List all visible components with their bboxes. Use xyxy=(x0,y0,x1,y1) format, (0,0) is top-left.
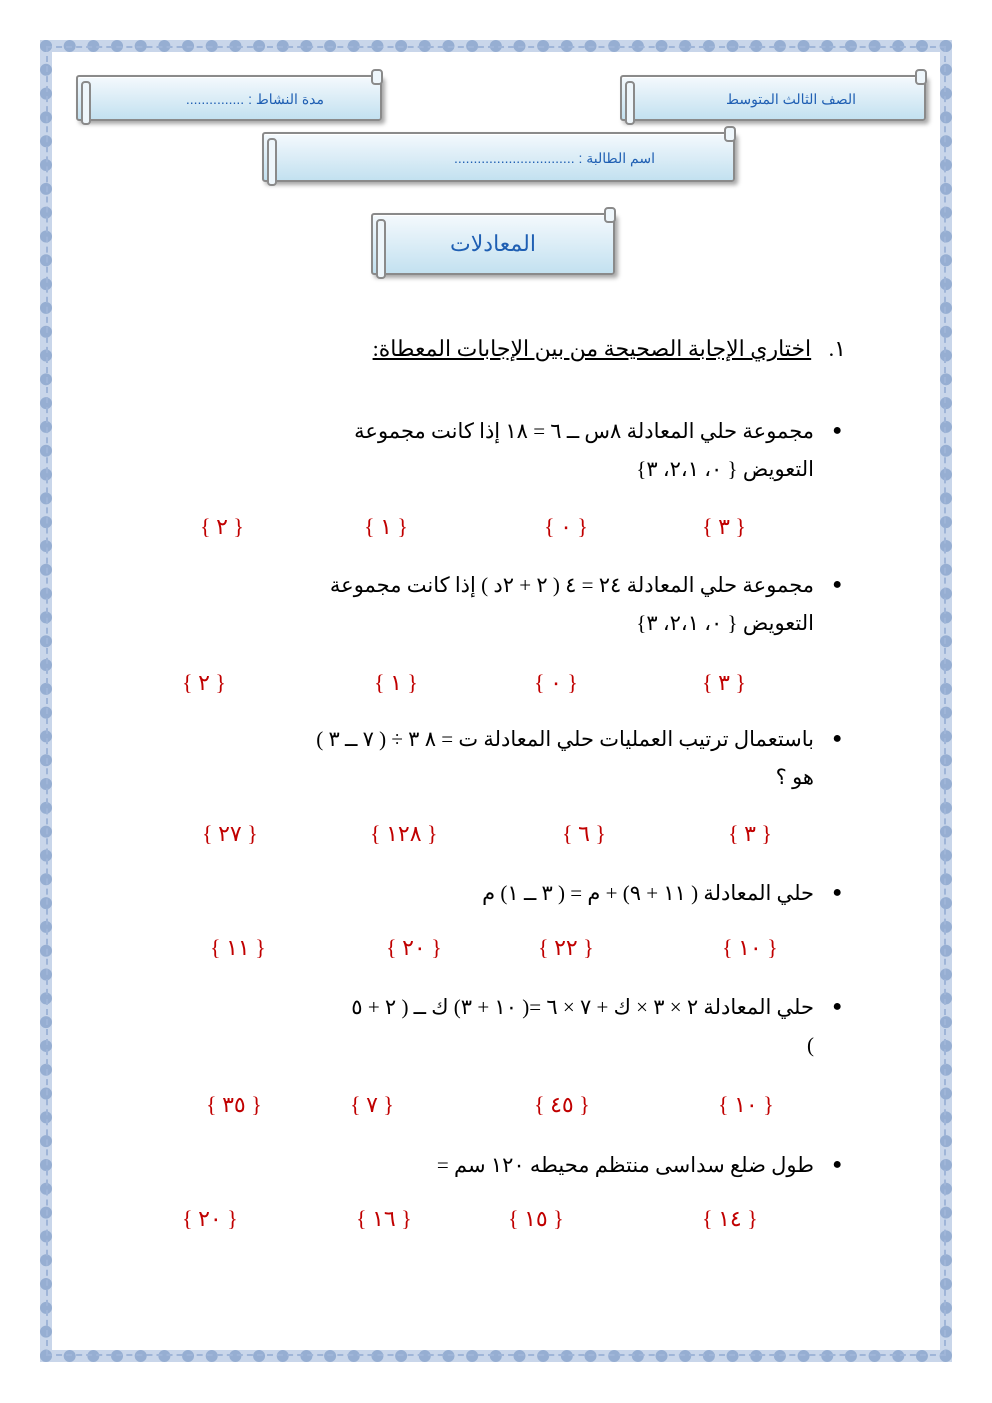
question-3 xyxy=(174,720,842,796)
grade-banner xyxy=(620,75,926,121)
q4-choice-1[interactable]: { ١٠ } xyxy=(722,935,778,960)
q4-choice-2[interactable]: { ٢٢ } xyxy=(538,935,594,960)
bullet-icon: ● xyxy=(832,998,842,1015)
question-6-line1: طول ضلع سداسى منتظم محيطه ١٢٠ سم = xyxy=(436,1153,814,1177)
q1-choice-1[interactable]: { ٣ } xyxy=(702,514,746,539)
q5-choice-1[interactable]: { ١٠ } xyxy=(718,1092,774,1117)
question-1-line1: مجموعة حلي المعادلة ٨س ــ ٦ = ١٨ إذا كانت مجموعة xyxy=(354,419,814,443)
question-2-line1: مجموعة حلي المعادلة ٢٤ = ٤ ( ٢ + ٢د ) إذا كانت مجموعة xyxy=(329,573,814,597)
bullet-icon: ● xyxy=(832,730,842,747)
instruction xyxy=(373,332,846,366)
bullet-icon: ● xyxy=(832,1156,842,1173)
question-5-line1: حلي المعادلة ٢ × ٣ × ك + ٧ × ٦ =( ١٠ + ٣) ك ــ ( ٢ + ٥ xyxy=(351,995,814,1019)
q4-choice-4[interactable]: { ١١ } xyxy=(210,935,266,960)
instruction-number: ١. xyxy=(828,336,846,361)
q6-choice-1[interactable]: { ١٤ } xyxy=(702,1206,758,1231)
question-1 xyxy=(174,412,842,488)
question-1-line2: التعويض { ٠، ٢،١، ٣} xyxy=(636,457,814,481)
q2-choice-3[interactable]: { ١ } xyxy=(374,670,418,695)
q1-choice-3[interactable]: { ١ } xyxy=(364,514,408,539)
q3-choice-3[interactable]: { ١٢٨ } xyxy=(370,821,438,846)
grade-label: الصف الثالث المتوسط xyxy=(726,91,856,107)
q6-choice-2[interactable]: { ١٥ } xyxy=(508,1206,564,1231)
bullet-icon: ● xyxy=(832,576,842,593)
q5-choice-2[interactable]: { ٤٥ } xyxy=(534,1092,590,1117)
title-banner xyxy=(371,213,615,275)
question-3-line2: هو ؟ xyxy=(775,765,814,789)
q2-choice-2[interactable]: { ٠ } xyxy=(534,670,578,695)
duration-label: مدة النشاط : ............... xyxy=(185,91,324,107)
question-2 xyxy=(174,566,842,642)
q1-choice-2[interactable]: { ٠ } xyxy=(544,514,588,539)
q3-choice-4[interactable]: { ٢٧ } xyxy=(202,821,258,846)
question-5 xyxy=(174,988,842,1064)
question-3-line1: باستعمال ترتيب العمليات حلي المعادلة ت = ٨ ٣ ÷ ( ٧ ــ ٣ ) xyxy=(316,727,814,751)
student-name-banner xyxy=(262,132,735,182)
question-4-line1: حلي المعادلة ( ١١ + ٩) + م = ( ٣ ــ ١) م xyxy=(482,881,814,905)
q2-choice-4[interactable]: { ٢ } xyxy=(182,670,226,695)
page-title: المعادلات xyxy=(450,231,536,256)
q6-choice-3[interactable]: { ١٦ } xyxy=(356,1206,412,1231)
q3-choice-2[interactable]: { ٦ } xyxy=(562,821,606,846)
student-name-label: اسم الطالبة : ............................... xyxy=(454,150,655,166)
q6-choice-4[interactable]: { ٢٠ } xyxy=(182,1206,238,1231)
q2-choice-1[interactable]: { ٣ } xyxy=(702,670,746,695)
duration-banner xyxy=(76,75,382,121)
instruction-text: اختاري الإجابة الصحيحة من بين الإجابات المعطاة: xyxy=(372,336,812,361)
q3-choice-1[interactable]: { ٣ } xyxy=(728,821,772,846)
q5-choice-3[interactable]: { ٧ } xyxy=(350,1092,394,1117)
question-4 xyxy=(174,874,842,912)
question-2-line2: التعويض { ٠، ٢،١، ٣} xyxy=(636,611,814,635)
bullet-icon: ● xyxy=(832,884,842,901)
q5-choice-4[interactable]: { ٣٥ } xyxy=(206,1092,262,1117)
question-6 xyxy=(174,1146,842,1184)
q1-choice-4[interactable]: { ٢ } xyxy=(200,514,244,539)
question-5-line2: ) xyxy=(807,1033,814,1057)
bullet-icon: ● xyxy=(832,422,842,439)
q4-choice-3[interactable]: { ٢٠ } xyxy=(386,935,442,960)
